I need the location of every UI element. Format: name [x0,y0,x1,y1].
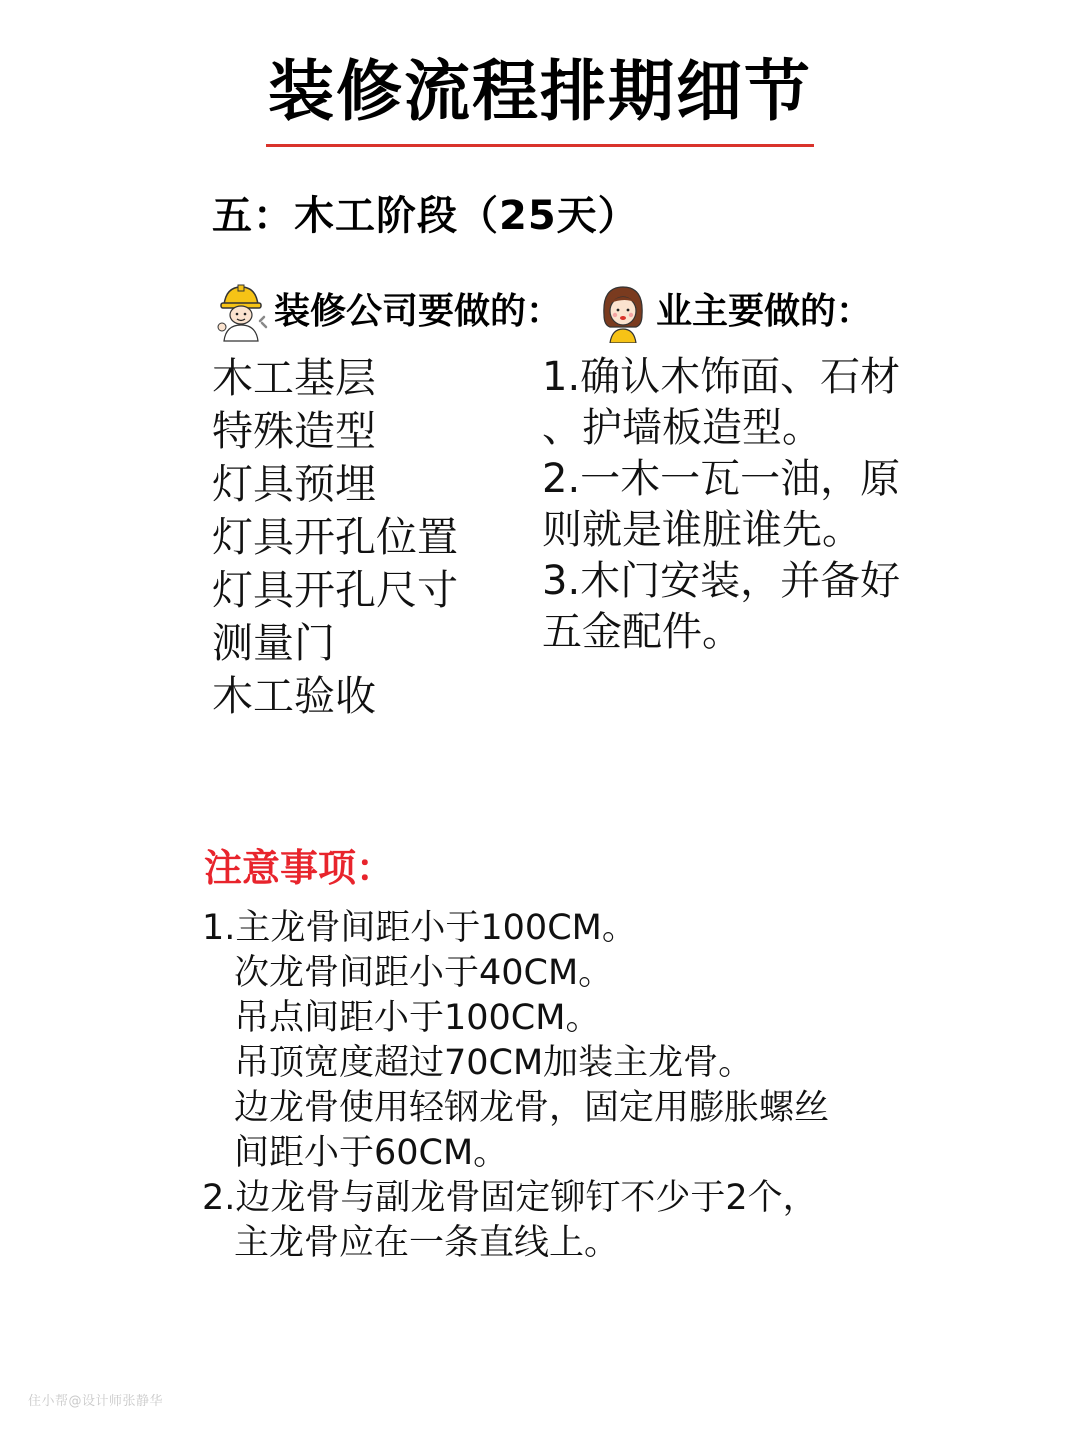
note-line: 边龙骨使用轻钢龙骨，固定用膨胀螺丝 [234,1088,830,1128]
notes-title: 注意事项： [204,846,395,890]
list-item: 五金配件。 [542,609,742,655]
list-item: 3.木门安装，并备好 [542,558,901,604]
company-header [214,284,562,340]
list-item: 木工基层 [212,354,376,402]
worker-hardhat-icon [214,281,268,343]
owner-task-list [542,352,932,658]
note-line: 吊点间距小于100CM。 [234,998,601,1038]
note-line: 间距小于60CM。 [234,1133,509,1173]
note-line: 次龙骨间距小于40CM。 [234,953,614,993]
list-item: 灯具预埋 [212,460,376,508]
list-item: 、护墙板造型。 [542,405,822,451]
list-item: 1.确认木饰面、石材 [542,354,901,400]
note-line: 吊顶宽度超过70CM加装主龙骨。 [234,1043,754,1083]
owner-header [596,284,872,340]
title-underline [266,144,814,147]
company-header-label: 装修公司要做的： [274,291,563,332]
company-task-list [212,352,458,723]
page-title: 装修流程排期细节 [268,53,812,130]
woman-avatar-icon [596,281,650,343]
owner-header-label: 业主要做的： [656,291,873,332]
list-item: 测量门 [212,619,335,667]
watermark: 住小帮@设计师张静华 [28,1394,164,1409]
list-item: 2.一木一瓦一油，原 [542,456,901,502]
note-line: 主龙骨应在一条直线上。 [234,1223,620,1263]
list-item: 特殊造型 [212,407,376,455]
notes-list [202,906,829,1266]
note-line: 1.主龙骨间距小于100CM。 [202,908,637,948]
section-title: 五：木工阶段（25天） [212,193,639,239]
list-item: 灯具开孔尺寸 [212,566,458,614]
list-item: 灯具开孔位置 [212,513,458,561]
list-item: 木工验收 [212,672,376,720]
list-item: 则就是谁脏谁先。 [542,507,862,553]
note-line: 2.边龙骨与副龙骨固定铆钉不少于2个， [202,1178,818,1218]
